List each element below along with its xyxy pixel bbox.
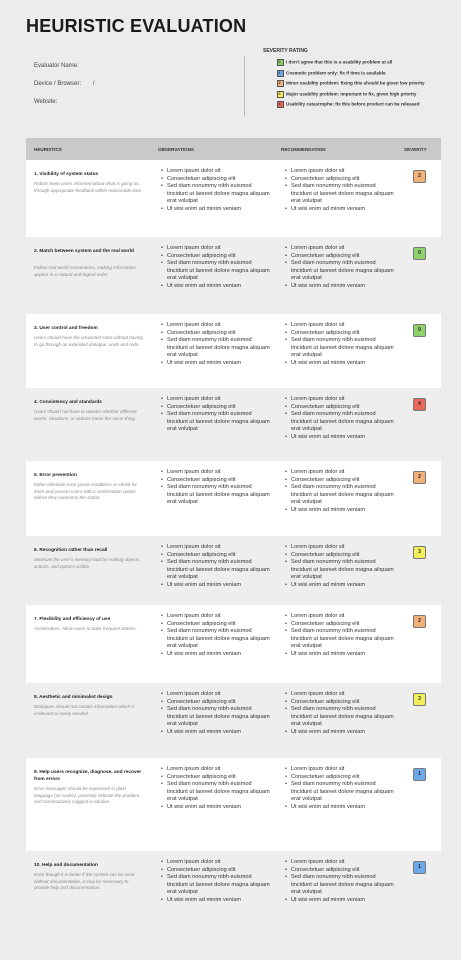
recommendation-list[interactable] [285,322,395,368]
severity-number: 4 [278,101,281,106]
list-item: • Ut wisi enim ad minim veniam [161,360,271,368]
device-browser-label: Device / Browser: [34,81,82,87]
device-browser-value: / [92,81,95,87]
list-item: • Consectetuer adipiscing elit [285,176,395,184]
list-item: • Sed diam nonummy nibh euismod tincidunt ut laoreet dolore magna aliquam erat volutpat [285,559,395,582]
list-item: • Lorem ipsum dolor sit [161,613,271,621]
list-item: • Consectetuer adipiscing elit [161,477,271,485]
evaluator-name-field[interactable]: Evaluator Name: [34,63,79,69]
list-item: • Consectetuer adipiscing elit [161,404,271,412]
heuristic-title: 4. Consistency and standards [34,400,102,405]
list-item: • Sed diam nonummy nibh euismod tincidunt ut laoreet dolore magna aliquam erat volutpat [161,260,271,283]
list-item: • Consectetuer adipiscing elit [161,621,271,629]
list-item: • Consectetuer adipiscing elit [161,253,271,261]
evaluation-table [26,138,441,903]
severity-description: Cosmetic problem only: fix if time is available [286,70,386,76]
list-item: • Lorem ipsum dolor sit [285,168,395,176]
list-item: • Lorem ipsum dolor sit [285,613,395,621]
list-item: • Consectetuer adipiscing elit [285,621,395,629]
observations-list[interactable] [161,544,271,590]
list-item: • Consectetuer adipiscing elit [161,699,271,707]
heuristic-title: 5. Error prevention [34,473,77,478]
list-item: • Sed diam nonummy nibh euismod tincidunt ut laoreet dolore magna aliquam erat volutpat [161,484,271,507]
column-recommendation: RECOMMENDATION [281,147,326,152]
list-item: • Lorem ipsum dolor sit [285,245,395,253]
column-heuristics: HEURISTICS [34,147,62,152]
observations-list[interactable] [161,691,271,737]
observations-list[interactable] [161,859,271,905]
list-item: • Lorem ipsum dolor sit [161,396,271,404]
list-item: • Ut wisi enim ad minim veniam [285,582,395,590]
recommendation-list[interactable] [285,544,395,590]
recommendation-list[interactable] [285,469,395,515]
table-row [26,683,441,758]
list-item: • Consectetuer adipiscing elit [161,330,271,338]
table-row [26,237,441,314]
list-item: • Consectetuer adipiscing elit [285,552,395,560]
list-item: • Lorem ipsum dolor sit [161,469,271,477]
list-item: • Ut wisi enim ad minim veniam [161,804,271,812]
list-item: • Ut wisi enim ad minim veniam [161,206,271,214]
severity-badge[interactable]: 4 [413,398,426,411]
list-item: • Lorem ipsum dolor sit [285,859,395,867]
list-item: • Consectetuer adipiscing elit [285,253,395,261]
list-item: • Ut wisi enim ad minim veniam [285,206,395,214]
severity-badge[interactable]: 0 [413,324,426,337]
table-row [26,314,441,388]
list-item: • Lorem ipsum dolor sit [161,691,271,699]
list-item: • Lorem ipsum dolor sit [161,859,271,867]
table-row [26,536,441,605]
table-row [26,461,441,536]
list-item: • Sed diam nonummy nibh euismod tincidunt ut laoreet dolore magna aliquam erat volutpat [285,337,395,360]
heuristic-description: Follow real-world conventions, making information appear in a natural and logical order. [34,265,136,277]
list-item: • Lorem ipsum dolor sit [161,766,271,774]
heuristic-title: 9. Help users recognize, diagnose, and recover from errors [34,770,142,782]
page-title: HEURISTIC EVALUATION [26,16,247,36]
list-item: • Sed diam nonummy nibh euismod tincidunt ut laoreet dolore magna aliquam erat volutpat [285,781,395,804]
severity-number: 2 [278,80,281,85]
severity-level-4 [277,101,420,108]
heuristic-description: Minimize the user's memory load by making objects, actions, and options visible. [34,557,141,569]
list-item: • Sed diam nonummy nibh euismod tincidunt ut laoreet dolore magna aliquam erat volutpat [161,706,271,729]
table-header [26,138,441,160]
table-row [26,160,441,237]
heuristic-description: Accelerators. Allow users to tailor frequent actions. [34,626,137,631]
list-item: • Lorem ipsum dolor sit [161,544,271,552]
column-observations: OBSERVATIONS [158,147,194,152]
list-item: • Consectetuer adipiscing elit [285,330,395,338]
list-item: • Ut wisi enim ad minim veniam [161,582,271,590]
table-row [26,758,441,851]
severity-badge[interactable]: 3 [413,693,426,706]
severity-level-1 [277,70,386,77]
table-row [26,851,441,938]
list-item: • Sed diam nonummy nibh euismod tincidunt ut laoreet dolore magna aliquam erat volutpat [285,628,395,651]
severity-description: Minor usability problem: fixing this should be given low priority [286,80,425,86]
heuristic-description: Users should have the unwanted state without having to go through an extended dialogue; undo and redo. [34,335,143,347]
heuristic-description: Even though it is better if the system can be used without documentation, it may be necessary to provide help and documentation. [34,872,135,891]
website-field[interactable]: Website: [34,99,58,105]
severity-badge[interactable]: 2 [413,170,426,183]
list-item: • Consectetuer adipiscing elit [285,867,395,875]
severity-description: Major usability problem: important to fix, given high priority [286,91,417,97]
heuristic-title: 10. Help and documentation [34,863,98,868]
list-item: • Sed diam nonummy nibh euismod tincidunt ut laoreet dolore magna aliquam erat volutpat [161,874,271,897]
list-item: • Ut wisi enim ad minim veniam [161,897,271,905]
severity-level-0 [277,59,392,66]
severity-level-3 [277,91,416,98]
recommendation-list[interactable] [285,859,395,905]
observations-list[interactable] [161,396,271,434]
list-item: • Lorem ipsum dolor sit [161,168,271,176]
list-item: • Sed diam nonummy nibh euismod tincidunt ut laoreet dolore magna aliquam erat volutpat [285,484,395,507]
heuristic-description: Dialogues should not contain information which is irrelevant or rarely needed. [34,704,135,716]
heuristic-title: 1. Visibility of system status [34,172,99,177]
list-item: • Consectetuer adipiscing elit [161,176,271,184]
heuristic-title: 2. Match between system and the real world [34,249,134,254]
column-severity: SEVERITY [404,147,427,152]
list-item: • Sed diam nonummy nibh euismod tincidunt ut laoreet dolore magna aliquam erat volutpat [285,706,395,729]
heuristic-title: 6. Recognition rather than recall [34,548,108,553]
observations-list[interactable] [161,766,271,812]
list-item: • Ut wisi enim ad minim veniam [161,729,271,737]
heuristic-title: 8. Aesthetic and minimalist design [34,695,113,700]
observations-list[interactable] [161,469,271,507]
list-item: • Lorem ipsum dolor sit [285,766,395,774]
severity-number: 1 [278,69,281,75]
recommendation-list[interactable] [285,766,395,812]
list-item: • Sed diam nonummy nibh euismod tincidunt ut laoreet dolore magna aliquam erat volutpat [285,411,395,434]
observations-list[interactable] [161,245,271,291]
list-item: • Lorem ipsum dolor sit [161,245,271,253]
list-item: • Lorem ipsum dolor sit [161,322,271,330]
list-item: • Consectetuer adipiscing elit [161,774,271,782]
list-item: • Sed diam nonummy nibh euismod tincidunt ut laoreet dolore magna aliquam erat volutpat [285,260,395,283]
list-item: • Ut wisi enim ad minim veniam [285,804,395,812]
recommendation-list[interactable] [285,245,395,291]
severity-description: I don't agree that this is a usability problem at all [286,59,393,65]
list-item: • Sed diam nonummy nibh euismod tincidunt ut laoreet dolore magna aliquam erat volutpat [161,183,271,206]
severity-number: 3 [278,90,281,96]
heuristic-description: Either eliminate error-prone conditions or check for them and present users with a confirmation option before they commit to the action. [34,482,138,501]
list-item: • Lorem ipsum dolor sit [285,691,395,699]
list-item: • Sed diam nonummy nibh euismod tincidunt ut laoreet dolore magna aliquam erat volutpat [161,628,271,651]
list-item: • Ut wisi enim ad minim veniam [285,360,395,368]
severity-badge[interactable]: 3 [413,546,426,559]
list-item: • Consectetuer adipiscing elit [285,477,395,485]
list-item: • Lorem ipsum dolor sit [285,322,395,330]
heuristic-title: 3. User control and freedom [34,326,98,331]
observations-list[interactable] [161,322,271,368]
recommendation-list[interactable] [285,168,395,214]
device-browser-field[interactable] [34,81,94,87]
list-item: • Consectetuer adipiscing elit [285,774,395,782]
list-item: • Ut wisi enim ad minim veniam [161,283,271,291]
list-item: • Consectetuer adipiscing elit [285,404,395,412]
severity-rating-heading: SEVERITY RATING [263,48,308,54]
list-item: • Consectetuer adipiscing elit [161,552,271,560]
list-item: • Sed diam nonummy nibh euismod tincidunt ut laoreet dolore magna aliquam erat volutpat [161,781,271,804]
table-row [26,605,441,683]
severity-description: Usability catastrophe: fix this before product can be released [286,101,420,107]
list-item: • Consectetuer adipiscing elit [285,699,395,707]
severity-badge[interactable]: 2 [413,615,426,628]
list-item: • Sed diam nonummy nibh euismod tincidunt ut laoreet dolore magna aliquam erat volutpat [161,337,271,360]
list-item: • Ut wisi enim ad minim veniam [285,729,395,737]
heuristic-title: 7. Flexibility and efficiency of use [34,617,111,622]
list-item: • Ut wisi enim ad minim veniam [285,651,395,659]
severity-badge[interactable]: 0 [413,247,426,260]
list-item: • Ut wisi enim ad minim veniam [285,507,395,515]
list-item: • Sed diam nonummy nibh euismod tincidunt ut laoreet dolore magna aliquam erat volutpat [161,411,271,434]
header-divider [244,56,245,116]
list-item: • Ut wisi enim ad minim veniam [285,897,395,905]
list-item: • Lorem ipsum dolor sit [285,544,395,552]
list-item: • Consectetuer adipiscing elit [161,867,271,875]
severity-level-2 [277,80,425,87]
list-item: • Sed diam nonummy nibh euismod tincidunt ut laoreet dolore magna aliquam erat volutpat [285,874,395,897]
list-item: • Ut wisi enim ad minim veniam [285,283,395,291]
heuristic-description: Users should not have to wonder whether different words, situations, or actions mean the same thing. [34,409,137,421]
severity-badge[interactable]: 1 [413,861,426,874]
severity-badge[interactable]: 1 [413,768,426,781]
list-item: • Ut wisi enim ad minim veniam [285,434,395,442]
severity-number: 0 [278,59,281,64]
severity-badge[interactable]: 2 [413,471,426,484]
table-row [26,388,441,461]
recommendation-list[interactable] [285,691,395,737]
list-item: • Lorem ipsum dolor sit [285,396,395,404]
observations-list[interactable] [161,613,271,659]
heuristic-description: Error messages should be expressed in plain language (no codes), precisely indicate the problem, and constructively suggest a solution. [34,786,141,805]
list-item: • Ut wisi enim ad minim veniam [161,651,271,659]
recommendation-list[interactable] [285,396,395,442]
list-item: • Lorem ipsum dolor sit [285,469,395,477]
heuristic-description: Robots keep users informed about what is going on, through appropriate feedback within reasonable time. [34,181,143,193]
observations-list[interactable] [161,168,271,214]
list-item: • Sed diam nonummy nibh euismod tincidunt ut laoreet dolore magna aliquam erat volutpat [285,183,395,206]
recommendation-list[interactable] [285,613,395,659]
list-item: • Sed diam nonummy nibh euismod tincidunt ut laoreet dolore magna aliquam erat volutpat [161,559,271,582]
